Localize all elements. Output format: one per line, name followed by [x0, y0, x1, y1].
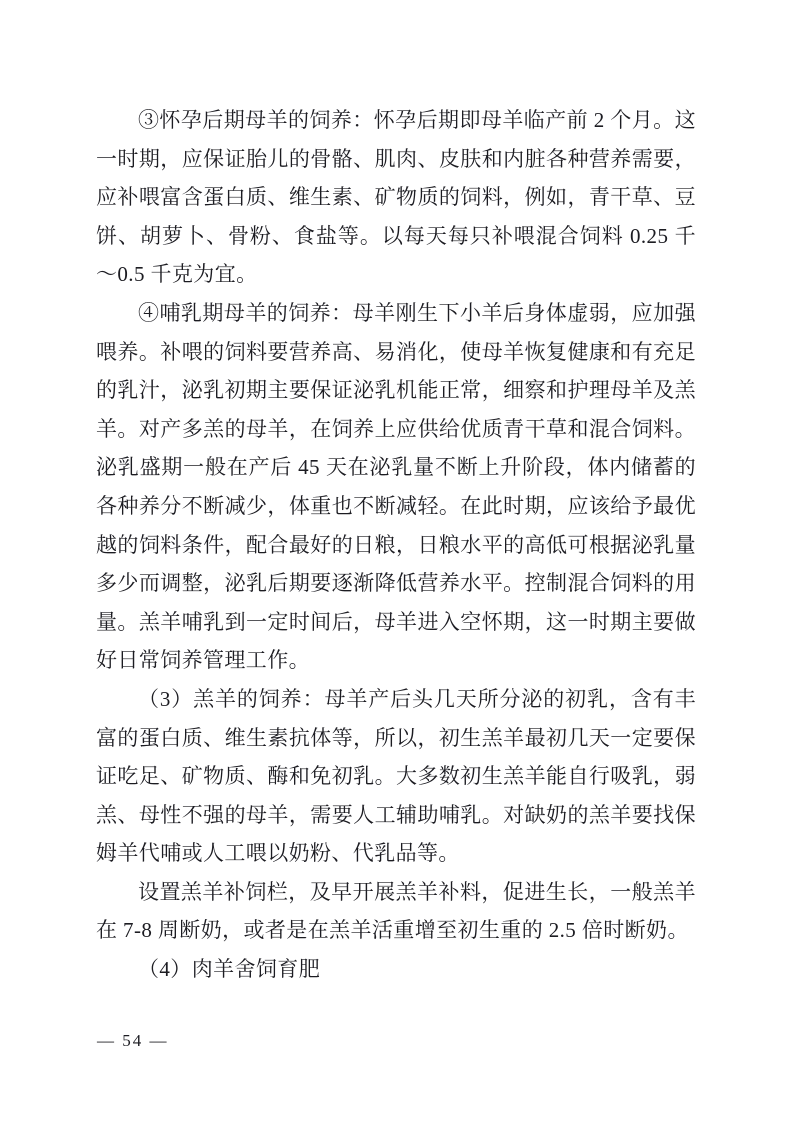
page-body-text — [96, 101, 696, 989]
para-meat-sheep-housed-fattening-heading: （4）肉羊舍饲育肥 — [138, 957, 321, 982]
para-lactating-ewe-feeding: ④哺乳期母羊的饲养：母羊刚生下小羊后身体虚弱，应加强喂养。补喂的饲料要营养高、易消化，使母羊恢复健康和有充足的乳汁，泌乳初期主要保证泌乳机能正常，细察和护理母羊及羔羊。对产多羔的母羊，在饲养上应供给优质青干草和混合饲料。泌乳盛期一般在产后 45 天在泌乳量不断上升阶段，体内储蓄的各种养分不断减少，体重也不断减轻。在此时期，应该给予最优越的饲料条件，配合最好的日粮，日粮水平的高低可根据泌乳量多少而调整，泌乳后期要逐渐降低营养水平。控制混合饲料的用量。羔羊哺乳到一定时间后，母羊进入空怀期，这一时期主要做好日常饲养管理工作。 — [96, 300, 696, 673]
page-number: — 54 — — [97, 1031, 169, 1050]
para-lamb-supplement-pen: 设置羔羊补饲栏，及早开展羔羊补料，促进生长，一般羔羊在 7-8 周断奶，或者是在羔羊活重增至初生重的 2.5 倍时断奶。 — [96, 879, 696, 943]
para-lamb-feeding: （3）羔羊的饲养：母羊产后头几天所分泌的初乳，含有丰富的蛋白质、维生素抗体等，所以，初生羔羊最初几天一定要保证吃足、矿物质、酶和免初乳。大多数初生羔羊能自行吸乳，弱羔、母性不强的母羊，需要人工辅助哺乳。对缺奶的羔羊要找保姆羊代哺或人工喂以奶粉、代乳品等。 — [96, 686, 696, 866]
para-late-pregnancy-ewe-feeding: ③怀孕后期母羊的饲养：怀孕后期即母羊临产前 2 个月。这一时期，应保证胎儿的骨骼、肌肉、皮肤和内脏各种营养需要，应补喂富含蛋白质、维生素、矿物质的饲料，例如，青干草、豆饼、胡萝卜、骨粉、食盐等。以每天每只补喂混合饲料 0.25 千～0.5 千克为宜。 — [96, 108, 696, 287]
